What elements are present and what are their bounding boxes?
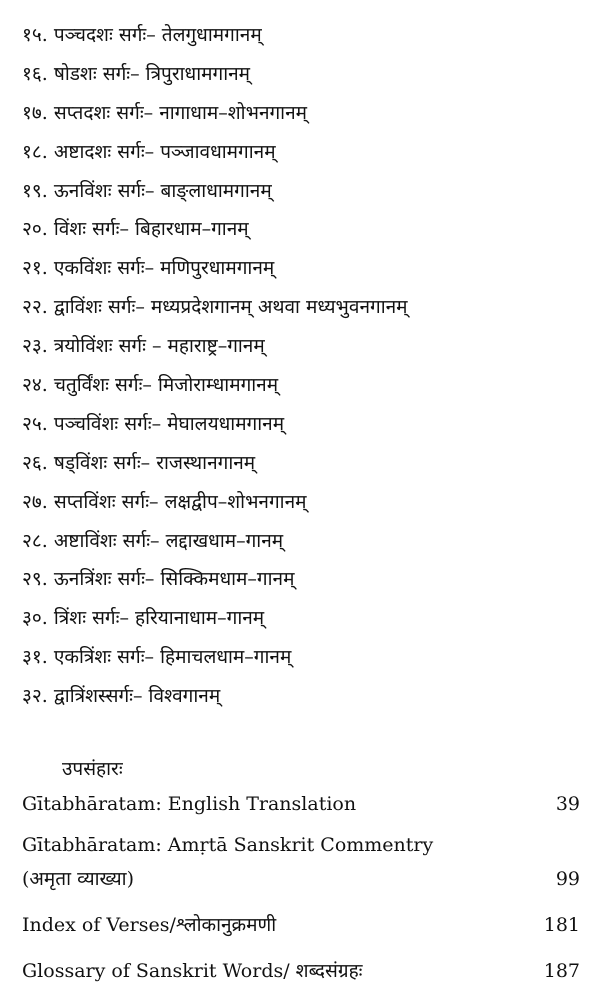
canto-number: १७.	[22, 101, 48, 124]
canto-line	[22, 448, 582, 487]
canto-title: षड्विंशः सर्गः– राजस्थानगानम्	[53, 451, 256, 474]
canto-line	[22, 253, 582, 292]
canto-number: २१.	[22, 257, 48, 280]
canto-title: त्रयोविंशः सर्गः – महाराष्ट्र–गानम्	[53, 335, 265, 358]
toc-entry-page: 187	[543, 960, 580, 982]
toc-entry-page: 181	[543, 914, 580, 936]
canto-line	[22, 292, 582, 331]
canto-title: सप्तदशः सर्गः– नागाधाम–शोभनगानम्	[53, 101, 308, 124]
canto-line	[22, 98, 582, 137]
canto-line	[22, 487, 582, 526]
canto-title: चतुर्विंशः सर्गः– मिजोराम्धामगानम्	[53, 374, 279, 397]
toc-entry-commentary-subtitle	[22, 864, 580, 894]
toc-entry-subtitle: (अमृता व्याख्या)	[22, 868, 134, 890]
canto-title: सप्तविंशः सर्गः– लक्षद्वीप–शोभनगानम्	[53, 490, 307, 513]
canto-title: द्वात्रिंशस्सर्गः– विश्वगानम्	[53, 685, 221, 708]
canto-title: द्वाविंशः सर्गः– मध्यप्रदेशगानम् अथवा मध्यभुवनगानम्	[53, 296, 408, 319]
canto-number: २६.	[22, 451, 48, 474]
canto-number: २५.	[22, 412, 48, 435]
canto-title: एकत्रिंशः सर्गः– हिमाचलधाम–गानम्	[53, 646, 292, 669]
canto-title: पञ्चविंशः सर्गः– मेघालयधामगानम्	[53, 412, 285, 435]
canto-number: ३१.	[22, 646, 48, 669]
canto-line	[22, 331, 582, 370]
canto-title: पञ्चदशः सर्गः– तेलगुधामगानम्	[53, 24, 262, 46]
toc-entry-title: Gītabhāratam: Amṛtā Sanskrit Commentry	[22, 834, 434, 856]
canto-line	[22, 137, 582, 176]
toc-entry-commentary	[22, 830, 580, 860]
upasamhara-heading: उपसंहारः	[62, 758, 123, 780]
canto-line	[22, 370, 582, 409]
canto-title: अष्टादशः सर्गः– पञ्जावधामगानम्	[53, 140, 276, 163]
canto-title: ऊनत्रिंशः सर्गः– सिक्किमधाम–गानम्	[53, 568, 295, 591]
toc-entry-title: Gītabhāratam: English Translation	[22, 793, 357, 815]
canto-title: षोडशः सर्गः– त्रिपुराधामगानम्	[53, 62, 251, 85]
canto-title: एकविंशः सर्गः– मणिपुरधामगानम्	[53, 257, 275, 280]
canto-number: ३२.	[22, 685, 48, 708]
canto-line	[22, 20, 582, 59]
canto-title: अष्टाविंशः सर्गः– लद्दाखधाम–गानम्	[53, 529, 284, 552]
canto-title: विंशः सर्गः– बिहारधाम–गानम्	[53, 218, 249, 241]
canto-title: ऊनविंशः सर्गः– बाङ्लाधामगानम्	[53, 179, 272, 202]
canto-line	[22, 526, 582, 565]
canto-number: १५.	[22, 24, 48, 46]
canto-number: १८.	[22, 140, 48, 163]
canto-line	[22, 409, 582, 448]
toc-entry-glossary	[22, 956, 580, 986]
canto-number: २३.	[22, 335, 48, 358]
toc-entry-page: 39	[555, 793, 580, 815]
canto-line	[22, 564, 582, 603]
canto-line	[22, 176, 582, 215]
canto-number: १९.	[22, 179, 48, 202]
canto-number: २४.	[22, 374, 48, 397]
canto-number: २९.	[22, 568, 48, 591]
canto-list	[22, 20, 582, 720]
toc-entry-page: 99	[555, 868, 580, 890]
toc-entry-title: Glossary of Sanskrit Words/ शब्दसंग्रहः	[22, 960, 363, 982]
canto-number: २२.	[22, 296, 48, 319]
canto-number: १६.	[22, 62, 48, 85]
toc-entry-index	[22, 910, 580, 940]
canto-line	[22, 642, 582, 681]
canto-number: २०.	[22, 218, 48, 241]
canto-line	[22, 603, 582, 642]
canto-number: २७.	[22, 490, 48, 513]
canto-line	[22, 59, 582, 98]
canto-number: ३०.	[22, 607, 48, 630]
canto-number: २८.	[22, 529, 48, 552]
canto-line	[22, 681, 582, 720]
toc-entry-english-translation	[22, 789, 580, 819]
canto-title: त्रिंशः सर्गः– हरियानाधाम–गानम्	[53, 607, 265, 630]
toc-entry-title: Index of Verses/श्लोकानुक्रमणी	[22, 914, 277, 936]
canto-line	[22, 214, 582, 253]
